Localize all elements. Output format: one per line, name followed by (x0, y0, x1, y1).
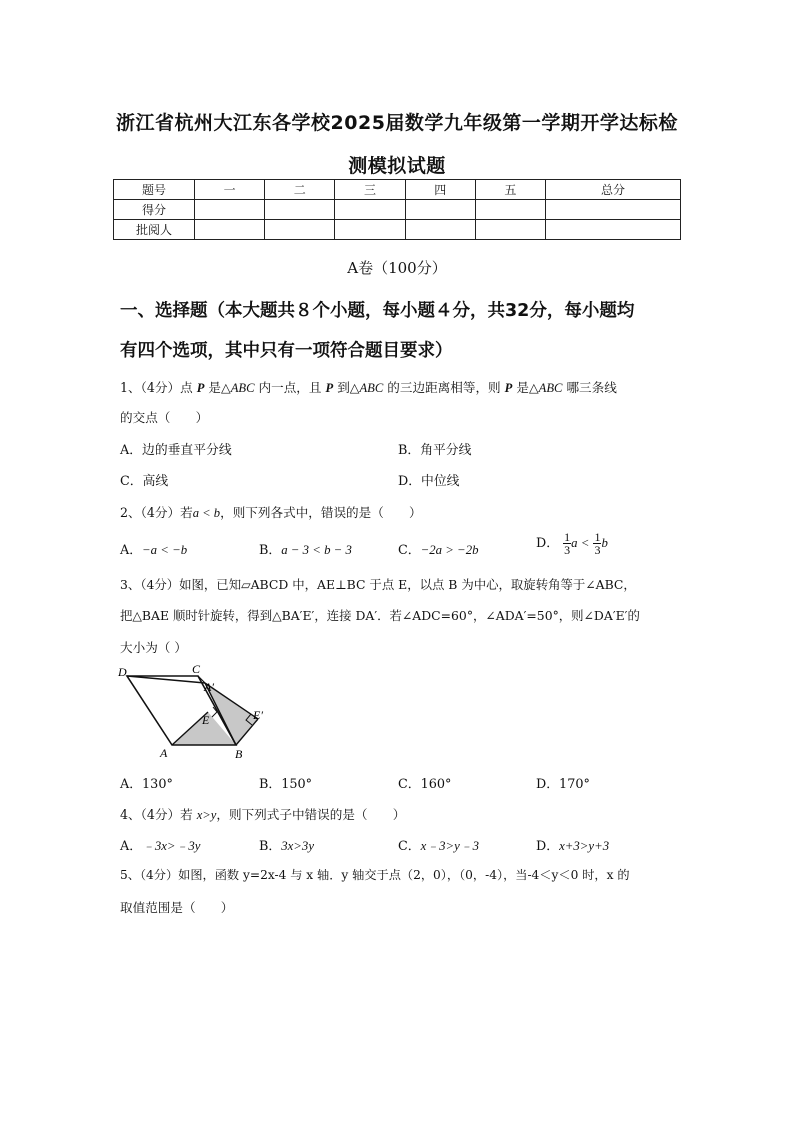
score-cell (195, 200, 265, 220)
score-header-cell: 总分 (546, 180, 681, 200)
score-cell (546, 220, 681, 240)
question-3-figure (112, 660, 282, 764)
question-1-option-a[interactable]: A．边的垂直平分线 (120, 443, 232, 458)
question-3-option-a[interactable]: A．130° (120, 777, 173, 792)
part1-heading-line1: 一、选择题（本大题共８个小题，每小题４分，共32分，每小题均 (120, 301, 635, 321)
score-cell (195, 220, 265, 240)
question-1-stem-line2: 的交点（ ） (120, 410, 209, 425)
part1-heading-line2: 有四个选项，其中只有一项符合题目要求） (120, 341, 453, 361)
question-4-stem: 4、（4分）若 x>y，则下列式子中错误的是（ ） (120, 807, 406, 822)
label-a-prime: A′ (204, 680, 214, 694)
score-table-row (114, 220, 681, 240)
exam-title-line1: 浙江省杭州大江东各学校2025届数学九年级第一学期开学达标检 (116, 112, 678, 134)
label-e-prime: E′ (253, 708, 263, 722)
question-4-option-b[interactable]: B．3x>3y (259, 839, 314, 854)
question-1-option-b[interactable]: B．角平分线 (398, 443, 472, 458)
score-cell (335, 200, 405, 220)
segment-da-prime (127, 676, 205, 683)
question-3-stem-line1: 3、（4分）如图，已知▱ABCD 中，AE⊥BC 于点 E，以点 B 为中心，取旋转角等于∠ABC， (120, 577, 636, 592)
score-cell (475, 200, 545, 220)
question-3-stem-line2: 把△BAE 顺时针旋转，得到△BA′E′，连接 DA′．若∠ADC=60°，∠ADA′=50°，则∠DA′E′的 (120, 608, 640, 623)
score-table (113, 179, 681, 240)
score-header-cell: 三 (335, 180, 405, 200)
score-cell (405, 220, 475, 240)
label-a: A (160, 746, 168, 760)
question-1-stem: 1、（4分）点 P 是△ABC 内一点，且 P 到△ABC 的三边距离相等，则 P 是△ABC 哪三条线 (120, 380, 617, 395)
score-header-cell: 一 (195, 180, 265, 200)
question-4-option-d[interactable]: D．x+3>y+3 (536, 839, 610, 854)
question-4-option-c[interactable]: C．x﹣3>y﹣3 (398, 839, 479, 854)
score-header-cell: 五 (475, 180, 545, 200)
section-heading: A卷（100分） (347, 259, 447, 277)
label-d: D (118, 665, 127, 679)
score-table-header-row (114, 180, 681, 200)
score-table-row (114, 200, 681, 220)
question-3-option-d[interactable]: D．170° (536, 777, 590, 792)
question-2-option-a[interactable]: A．−a < −b (120, 543, 188, 558)
fraction-one-third: $\frac{1}{3}$ (594, 530, 601, 557)
question-5-stem-line2: 取值范围是（ ） (120, 900, 234, 915)
label-c: C (192, 662, 201, 676)
score-row-label: 批阅人 (114, 220, 195, 240)
question-4-option-a[interactable]: A．﹣3x>﹣3y (120, 839, 201, 854)
score-cell (475, 220, 545, 240)
score-row-label: 得分 (114, 200, 195, 220)
question-3-stem-line3: 大小为（ ） (120, 640, 187, 655)
question-3-option-c[interactable]: C．160° (398, 777, 452, 792)
score-cell (405, 200, 475, 220)
question-1-option-d[interactable]: D．中位线 (398, 474, 460, 489)
question-2-stem: 2、（4分）若a < b，则下列各式中，错误的是（ ） (120, 505, 422, 520)
score-cell (265, 220, 335, 240)
label-e: E (202, 713, 210, 727)
score-header-cell: 四 (405, 180, 475, 200)
fraction-one-third: $\frac{1}{3}$ (564, 530, 571, 557)
score-cell (265, 200, 335, 220)
question-3-option-b[interactable]: B．150° (259, 777, 313, 792)
exam-title-line2: 测模拟试题 (348, 155, 446, 177)
question-2-option-d[interactable]: D． $\frac{1}{3}$ a < $\frac{1}{3}$ b (536, 530, 608, 557)
score-header-cell: 二 (265, 180, 335, 200)
score-cell (335, 220, 405, 240)
question-5-stem-line1: 5、（4分）如图，函数 y=2x-4 与 x 轴．y 轴交于点（2，0），（0，-4），当-4＜y＜0 时，x 的 (120, 868, 630, 882)
score-header-cell: 题号 (114, 180, 195, 200)
question-1-option-c[interactable]: C．高线 (120, 474, 169, 489)
score-cell (546, 200, 681, 220)
label-b: B (235, 747, 243, 761)
question-2-option-b[interactable]: B．a − 3 < b − 3 (259, 543, 352, 558)
question-2-option-c[interactable]: C．−2a > −2b (398, 543, 479, 558)
